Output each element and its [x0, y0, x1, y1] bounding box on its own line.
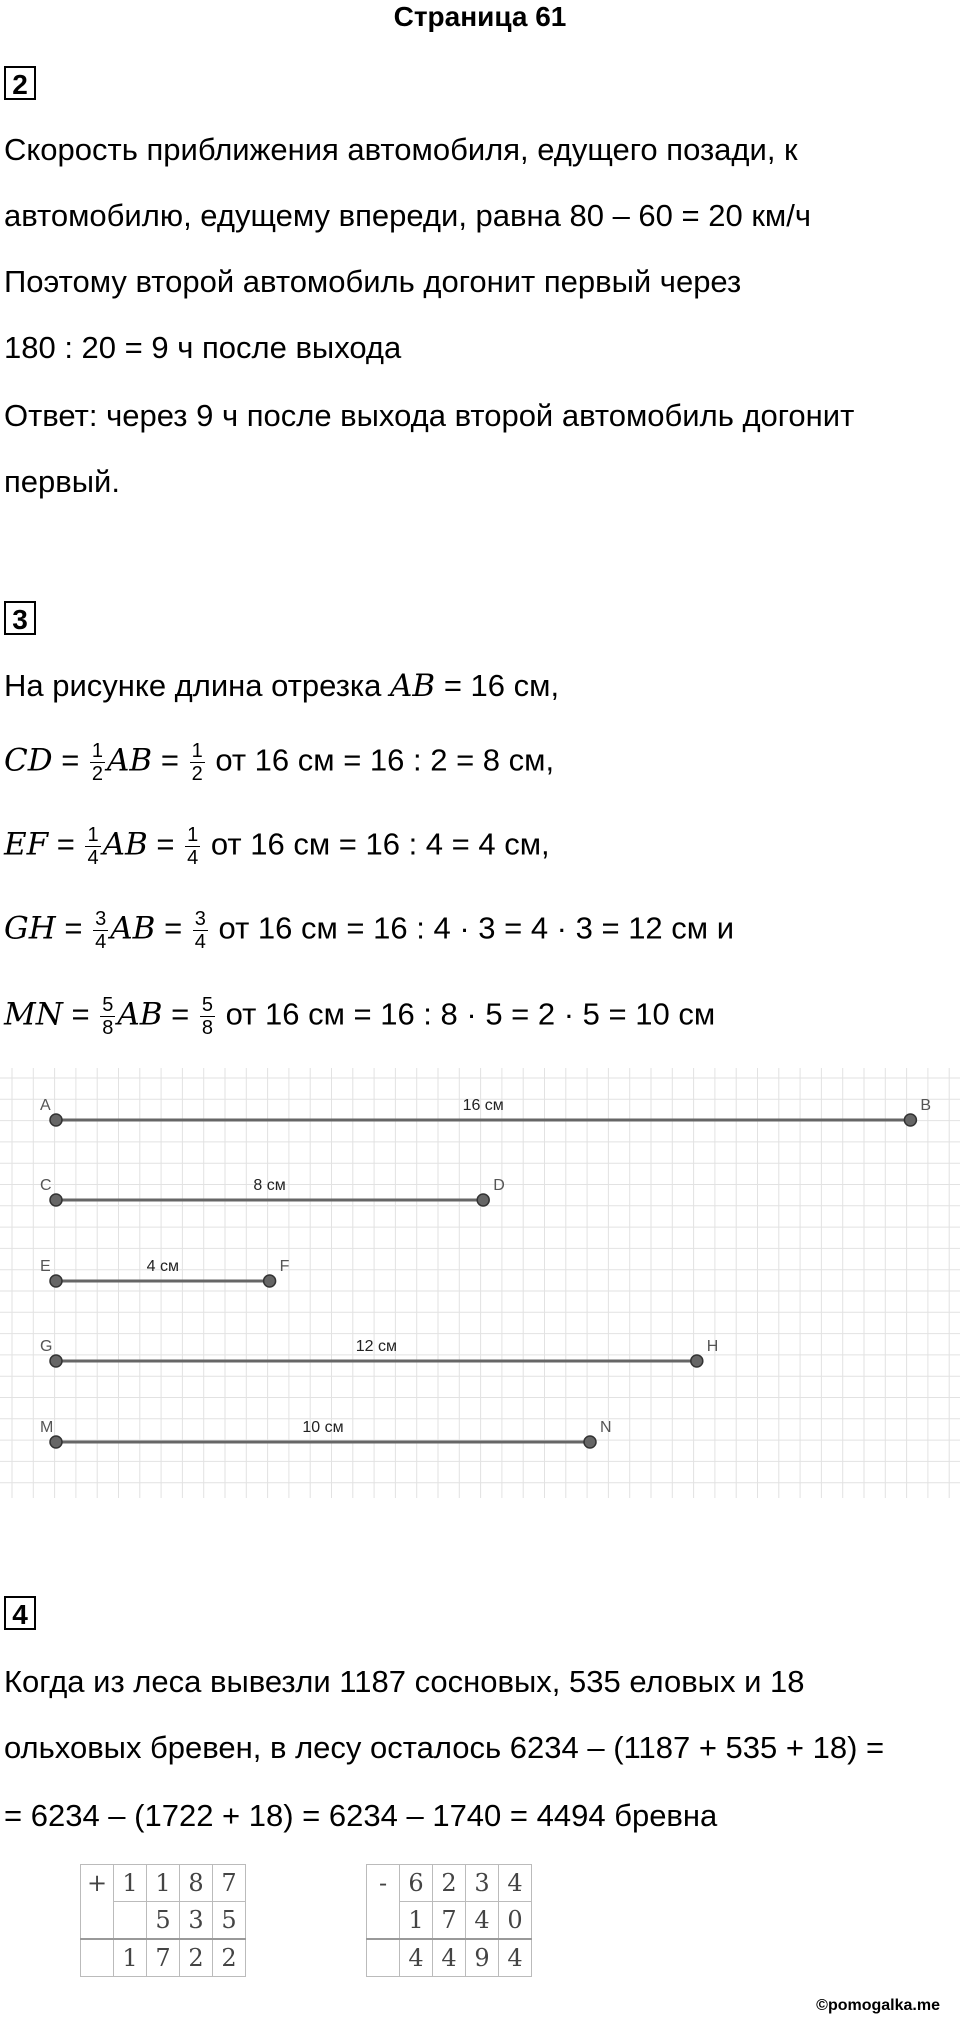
addition-column: [80, 1864, 246, 1977]
equation-ab: AB: [102, 826, 148, 863]
fraction-denominator: 8: [201, 1017, 213, 1039]
result-digit: 4: [400, 1939, 433, 1977]
digit: 3: [466, 1865, 499, 1902]
task-3-intro: [4, 666, 559, 706]
fraction-numerator: 5: [201, 994, 213, 1016]
task-4-line-3: = 6234 – (1722 + 18) = 6234 – 1740 = 4494 бревна: [4, 1798, 718, 1833]
fraction-numerator: 3: [95, 908, 107, 930]
fraction-denominator: 4: [194, 931, 206, 953]
task-4-line-2: ольховых бревен, в лесу осталось 6234 – (1187 + 535 + 18) =: [4, 1730, 885, 1765]
segment-AB: [40, 1097, 931, 1126]
fraction-denominator: 2: [91, 763, 104, 785]
digit: 4: [499, 1865, 532, 1902]
segment-length-label: 4 см: [146, 1258, 179, 1275]
task-2-line-4: 180 : 20 = 9 ч после выхода: [4, 330, 402, 365]
equation-ab: AB: [107, 742, 153, 779]
equals-sign: =: [152, 742, 188, 778]
fraction-numerator: 5: [102, 994, 114, 1016]
equation-rest: от 16 см = 16 : 4 = 4 см,: [210, 826, 550, 862]
task-4-number: 4: [4, 1596, 36, 1630]
result-digit: 2: [213, 1939, 246, 1977]
digit: 1: [114, 1865, 147, 1902]
footer-credit: ©pomogalka.me: [816, 1997, 940, 2014]
point-N: [584, 1436, 596, 1448]
fraction-numerator: 1: [87, 824, 99, 846]
point-M: [50, 1436, 62, 1448]
segment-length-label: 16 см: [462, 1097, 504, 1114]
digit: 4: [466, 1902, 499, 1940]
equation-lhs: EF: [4, 826, 49, 863]
point-label: G: [40, 1338, 53, 1355]
operator-plus: +: [81, 1865, 114, 1902]
fraction-numerator: 1: [191, 740, 203, 762]
subtraction-column: [366, 1864, 532, 1977]
fraction-numerator: 3: [194, 908, 206, 930]
segment-CD: [40, 1177, 505, 1206]
point-label: A: [40, 1097, 51, 1114]
point-label: N: [600, 1419, 612, 1436]
segment-length-label: 8 см: [253, 1177, 286, 1194]
point-A: [50, 1114, 62, 1126]
segments-figure: [0, 1068, 960, 1498]
page-title: Страница 61: [393, 1, 567, 32]
digit: 1: [147, 1865, 180, 1902]
equals-sign: =: [147, 826, 184, 862]
segments: [40, 1097, 931, 1448]
equation-lhs: CD: [4, 742, 53, 779]
segment-EF: [40, 1258, 290, 1287]
fraction-denominator: 2: [191, 763, 203, 785]
result-digit: 9: [466, 1939, 499, 1977]
digit: 0: [499, 1902, 532, 1940]
task-2-line-1: Скорость приближения автомобиля, едущего позади, к: [4, 132, 798, 167]
fraction: [200, 994, 215, 1039]
fraction-denominator: 4: [95, 931, 107, 953]
point-B: [904, 1114, 916, 1126]
equation-rest: от 16 см = 16 : 2 = 8 см,: [215, 742, 555, 778]
fraction: [185, 824, 200, 869]
digit: 8: [180, 1865, 213, 1902]
point-label: M: [40, 1419, 54, 1436]
task-2-line-2: автомобилю, едущему впереди, равна 80 – 60 = 20 км/ч: [4, 198, 811, 233]
equation-rest: от 16 см = 16 : 4 · 3 = 4 · 3 = 12 см и: [218, 910, 735, 946]
point-label: E: [40, 1258, 51, 1275]
fraction-denominator: 4: [87, 847, 99, 869]
fraction-numerator: 1: [187, 824, 199, 846]
equation-line: [4, 824, 550, 869]
result-digit: 7: [147, 1939, 180, 1977]
fraction-denominator: 8: [102, 1017, 114, 1039]
digit: [114, 1902, 147, 1940]
digit: 7: [433, 1902, 466, 1940]
task-3-number: 3: [4, 601, 36, 635]
equals-sign: =: [155, 910, 191, 946]
fraction: [190, 740, 205, 785]
intro-variable: AB: [390, 668, 436, 704]
task-2-line-6: первый.: [4, 464, 120, 499]
equation-rest: от 16 см = 16 : 8 · 5 = 2 · 5 = 10 см: [225, 996, 716, 1032]
fraction-numerator: 1: [91, 740, 104, 762]
fraction: [90, 740, 105, 785]
equals-sign: =: [55, 910, 92, 946]
result-cell: [81, 1939, 114, 1977]
segment-length-label: 12 см: [355, 1338, 398, 1355]
point-label: H: [706, 1338, 719, 1355]
task-4-line-1: Когда из леса вывезли 1187 сосновых, 535 еловых и 18: [4, 1664, 805, 1699]
operator-cell: [81, 1902, 114, 1940]
equation-line: [4, 994, 715, 1039]
result-digit: 4: [433, 1939, 466, 1977]
digit: 5: [147, 1902, 180, 1940]
fraction: [85, 824, 100, 869]
equation-line: [4, 740, 554, 785]
point-G: [50, 1355, 62, 1367]
equals-sign: =: [52, 742, 88, 778]
result-digit: 1: [114, 1939, 147, 1977]
point-E: [50, 1275, 62, 1287]
point-label: D: [493, 1177, 505, 1194]
segment-GH: [40, 1338, 718, 1367]
digit: 2: [433, 1865, 466, 1902]
operator-minus: -: [367, 1865, 400, 1902]
intro-text: На рисунке длина отрезка: [4, 668, 391, 703]
point-D: [477, 1194, 489, 1206]
result-digit: 2: [180, 1939, 213, 1977]
equals-sign: =: [162, 996, 198, 1032]
point-label: C: [40, 1177, 52, 1194]
intro-value: = 16 см,: [435, 668, 560, 703]
equation-lhs: MN: [4, 996, 63, 1033]
grid: [0, 1068, 960, 1498]
digit: 6: [400, 1865, 433, 1902]
equals-sign: =: [48, 826, 84, 862]
equation-ab: AB: [110, 910, 156, 947]
point-label: B: [920, 1097, 932, 1114]
point-C: [50, 1194, 62, 1206]
operator-cell: [367, 1902, 400, 1940]
digit: 7: [213, 1865, 246, 1902]
digit: 5: [213, 1902, 246, 1940]
point-F: [264, 1275, 276, 1287]
digit: 1: [400, 1902, 433, 1940]
result-digit: 4: [499, 1939, 532, 1977]
digit: 3: [180, 1902, 213, 1940]
result-cell: [367, 1939, 400, 1977]
point-label: F: [279, 1258, 290, 1275]
equation-ab: AB: [117, 996, 163, 1033]
equation-line: [4, 908, 734, 953]
segment-length-label: 10 см: [302, 1419, 344, 1436]
equation-lhs: GH: [4, 910, 56, 947]
point-H: [691, 1355, 703, 1367]
fraction: [100, 994, 115, 1039]
task-2-number: 2: [4, 66, 36, 100]
fraction: [193, 908, 208, 953]
task-2-line-3: Поэтому второй автомобиль догонит первый через: [4, 264, 742, 299]
equals-sign: =: [62, 996, 99, 1032]
fraction-denominator: 4: [187, 847, 199, 869]
segment-MN: [40, 1419, 612, 1448]
fraction: [93, 908, 108, 953]
task-2-line-5: Ответ: через 9 ч после выхода второй автомобиль догонит: [4, 398, 855, 433]
